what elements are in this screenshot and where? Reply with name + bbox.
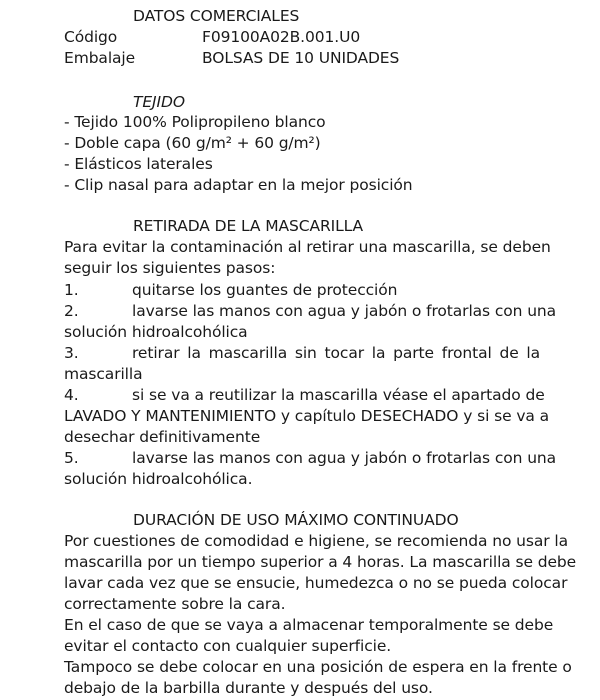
step-number: 3.: [64, 344, 79, 362]
duration-line: mascarilla por un tiempo superior a 4 horas. La mascarilla se debe: [64, 553, 577, 571]
fabric-item: - Tejido 100% Polipropileno blanco: [64, 113, 326, 131]
step-text: retirar la mascarilla sin tocar la parte frontal de la: [132, 344, 540, 362]
step-number: 2.: [64, 302, 79, 320]
duration-line: Tampoco se debe colocar en una posición de espera en la frente o: [64, 658, 572, 676]
fabric-item: - Clip nasal para adaptar en la mejor posición: [64, 176, 413, 194]
removal-title: RETIRADA DE LA MASCARILLA: [133, 217, 364, 235]
fabric-item: - Elásticos laterales: [64, 155, 213, 173]
step-number: 4.: [64, 386, 79, 404]
step-continuation: solución hidroalcohólica: [64, 323, 248, 341]
packaging-row: [64, 48, 400, 69]
commercial-title: DATOS COMERCIALES: [133, 7, 300, 25]
duration-title: DURACIÓN DE USO MÁXIMO CONTINUADO: [133, 511, 459, 529]
step-number: 5.: [64, 449, 79, 467]
step-text: quitarse los guantes de protección: [132, 281, 398, 299]
step-continuation: solución hidroalcohólica.: [64, 470, 253, 488]
step-continuation: LAVADO Y MANTENIMIENTO y capítulo DESECHADO y si se va a: [64, 407, 550, 425]
packaging-label: Embalaje: [64, 49, 136, 67]
step-text: si se va a reutilizar la mascarilla véase el apartado de: [132, 386, 545, 404]
duration-line: Por cuestiones de comodidad e higiene, se recomienda no usar la: [64, 532, 568, 550]
duration-line: evitar el contacto con cualquier superficie.: [64, 637, 392, 655]
step-number: 1.: [64, 281, 79, 299]
code-label: Código: [64, 28, 118, 46]
code-row: [64, 27, 361, 48]
duration-line: correctamente sobre la cara.: [64, 595, 286, 613]
duration-line: debajo de la barbilla durante y después del uso.: [64, 679, 433, 697]
code-value: F09100A02B.001.U0: [202, 28, 361, 46]
step-continuation: desechar definitivamente: [64, 428, 261, 446]
duration-line: lavar cada vez que se ensucie, humedezca o no se pueda colocar: [64, 574, 568, 592]
step-text: lavarse las manos con agua y jabón o frotarlas con una: [132, 302, 557, 320]
fabric-title: TEJIDO: [133, 93, 185, 111]
duration-line: En el caso de que se vaya a almacenar temporalmente se debe: [64, 616, 554, 634]
removal-intro-line: seguir los siguientes pasos:: [64, 259, 276, 277]
fabric-item: - Doble capa (60 g/m² + 60 g/m²): [64, 134, 321, 152]
step-continuation: mascarilla: [64, 365, 143, 383]
step-text: lavarse las manos con agua y jabón o frotarlas con una: [132, 449, 557, 467]
removal-intro-line: Para evitar la contaminación al retirar una mascarilla, se deben: [64, 238, 551, 256]
packaging-value: BOLSAS DE 10 UNIDADES: [202, 49, 400, 67]
